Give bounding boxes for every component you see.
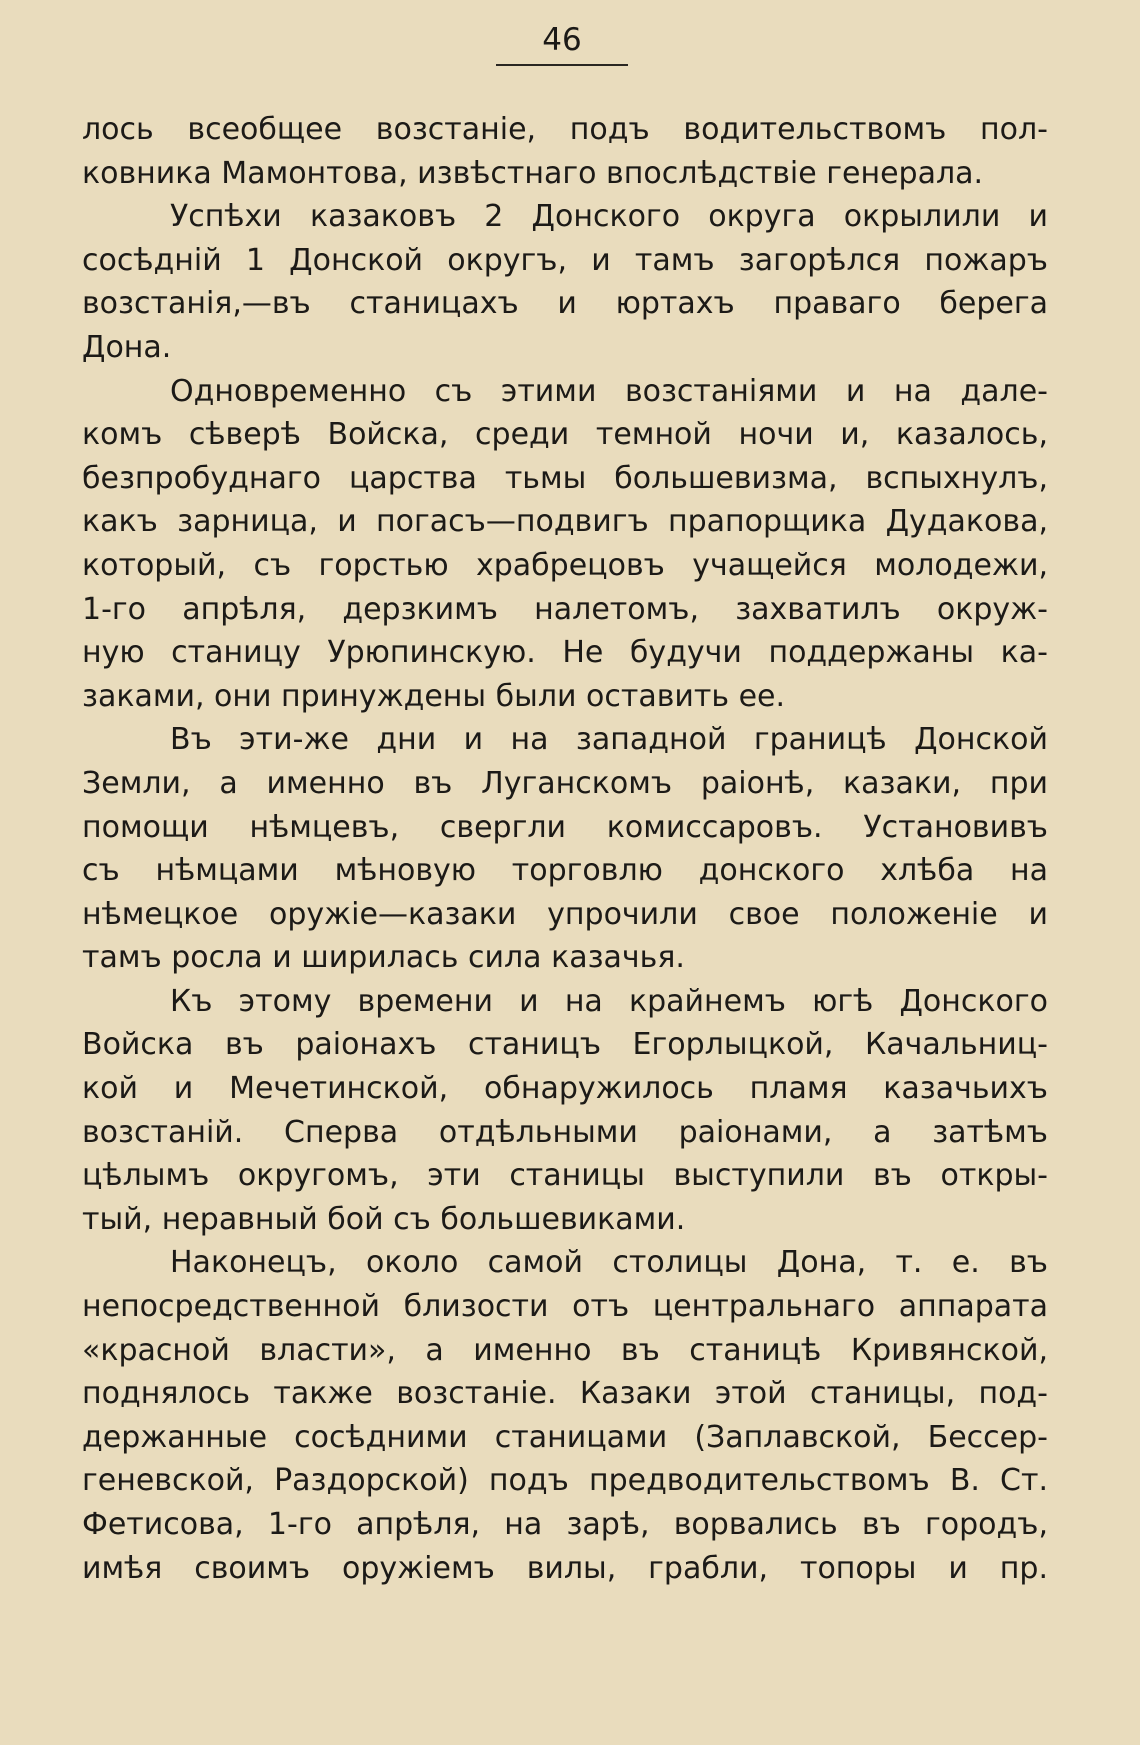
paragraph — [82, 718, 1048, 980]
text-line: съ нѣмцами мѣновую торговлю донского хлѣба на — [82, 853, 1048, 889]
text-line: цѣлымъ округомъ, эти станицы выступили въ откры- — [82, 1158, 1048, 1194]
text-line: лось всеобщее возстаніе, подъ водительствомъ пол- — [82, 112, 1048, 147]
text-line: 1-го апрѣля, дерзкимъ налетомъ, захватилъ окруж- — [82, 591, 1048, 627]
text-line: Наконецъ, около самой столицы Дона, т. е. въ — [170, 1245, 1048, 1281]
paragraph — [82, 980, 1048, 1242]
paragraph — [82, 108, 1048, 195]
text-line: Земли, а именно въ Луганскомъ раіонѣ, казаки, при — [82, 765, 1048, 801]
paragraph — [82, 195, 1048, 369]
text-line: безпробуднаго царства тьмы большевизма, вспыхнулъ, — [82, 460, 1048, 496]
text-line: кой и Мечетинской, обнаружилось пламя казачьихъ — [82, 1071, 1048, 1107]
text-line: ную станицу Урюпинскую. Не будучи поддержаны ка- — [82, 635, 1048, 671]
page-number: 46 — [542, 22, 582, 58]
text-line: который, съ горстью храбрецовъ учащейся молодежи, — [82, 547, 1048, 583]
text-line: имѣя своимъ оружіемъ вилы, грабли, топоры и пр. — [82, 1550, 1048, 1586]
text-line: Къ этому времени и на крайнемъ югѣ Донского — [170, 983, 1048, 1019]
text-line: комъ сѣверѣ Войска, среди темной ночи и, казалось, — [82, 417, 1048, 453]
text-line: тамъ росла и ширилась сила казачья. — [82, 940, 685, 976]
text-line: Войска въ раіонахъ станицъ Егорлыцкой, Качальниц- — [82, 1027, 1048, 1063]
text-line: Одновременно съ этими возстаніями и на дале- — [170, 373, 1048, 409]
text-line: какъ зарница, и погасъ—подвигъ прапорщика Дудакова, — [82, 504, 1048, 540]
text-line: тый, неравный бой съ большевиками. — [82, 1201, 686, 1237]
text-line: геневской, Раздорской) подъ предводительствомъ В. Ст. — [82, 1463, 1048, 1499]
text-line: помощи нѣмцевъ, свергли комиссаровъ. Установивъ — [82, 809, 1048, 845]
text-line: нѣмецкое оружіе—казаки упрочили свое положеніе и — [82, 896, 1048, 932]
text-line: непосредственной близости отъ центральнаго аппарата — [82, 1289, 1048, 1325]
text-line: возстаній. Сперва отдѣльными раіонами, а затѣмъ — [82, 1114, 1048, 1150]
body-text — [82, 108, 1048, 1590]
paragraph — [82, 370, 1048, 719]
text-line: сосѣдній 1 Донской округъ, и тамъ загорѣлся пожаръ — [82, 242, 1048, 278]
text-line: Въ эти-же дни и на западной границѣ Донской — [170, 722, 1048, 758]
text-line: «красной власти», а именно въ станицѣ Кривянской, — [82, 1332, 1048, 1368]
text-line: заками, они принуждены были оставить ее. — [82, 678, 786, 714]
text-line: Успѣхи казаковъ 2 Донского округа окрылили и — [170, 199, 1048, 235]
text-line: держанные сосѣдними станицами (Заплавской, Бессер- — [82, 1419, 1048, 1455]
text-line: поднялось также возстаніе. Казаки этой станицы, под- — [82, 1376, 1048, 1412]
text-line: ковника Мамонтова, извѣстнаго впослѣдствіе генерала. — [82, 155, 984, 191]
text-line: возстанія,—въ станицахъ и юртахъ праваго берега — [82, 286, 1048, 322]
text-line: Фетисова, 1-го апрѣля, на зарѣ, ворвались въ городъ, — [82, 1507, 1048, 1542]
page-number-rule — [496, 64, 628, 66]
paragraph — [82, 1241, 1048, 1590]
text-line: Дона. — [82, 329, 172, 365]
